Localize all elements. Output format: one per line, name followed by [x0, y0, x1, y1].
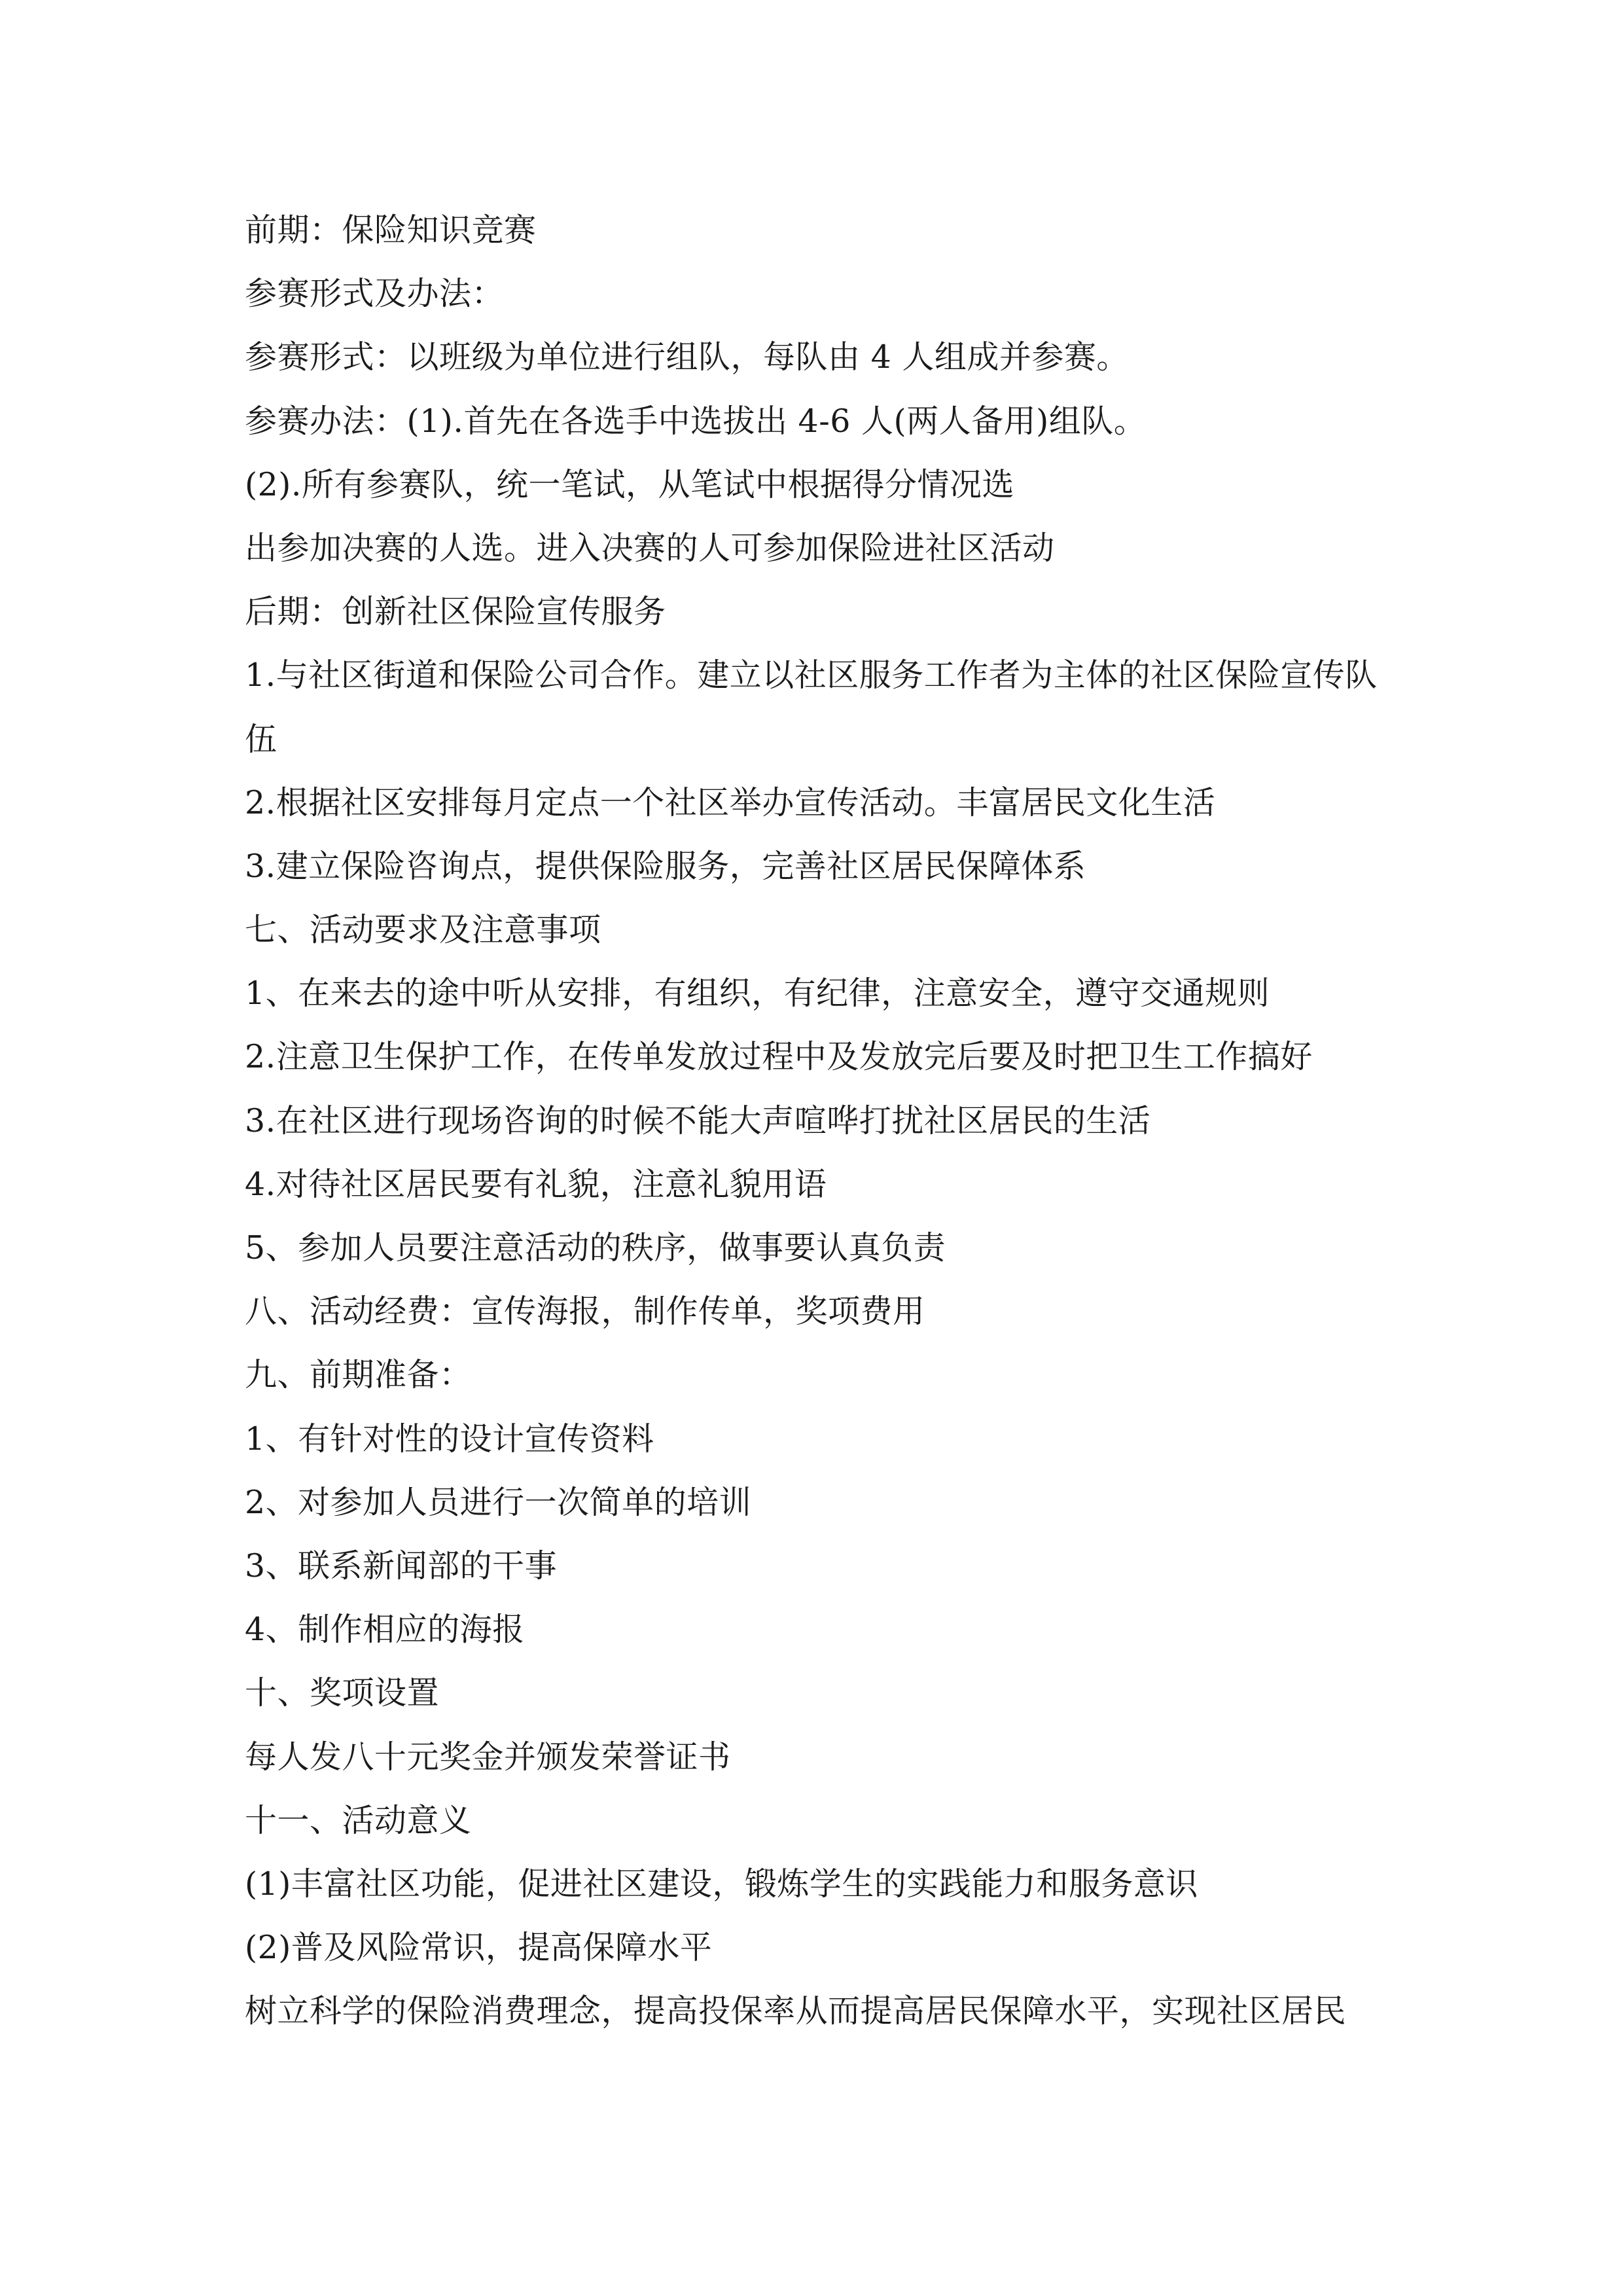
text-line: 3、联系新闻部的干事 — [245, 1547, 558, 1585]
text-line: 1、在来去的途中听从安排，有组织，有纪律，注意安全，遵守交通规则 — [245, 975, 1270, 1013]
text-line: 前期：保险知识竞赛 — [245, 211, 537, 249]
section-heading: 十、奖项设置 — [245, 1674, 440, 1712]
text-line: (1)丰富社区功能，促进社区建设，锻炼学生的实践能力和服务意识 — [245, 1865, 1198, 1903]
text-line: 每人发八十元奖金并颁发荣誉证书 — [245, 1738, 731, 1776]
text-line: 1、有针对性的设计宣传资料 — [245, 1420, 654, 1458]
document-body — [245, 198, 1397, 2043]
text-line: 后期：创新社区保险宣传服务 — [245, 593, 666, 631]
text-line: 树立科学的保险消费理念，提高投保率从而提高居民保障水平，实现社区居民 — [245, 1992, 1347, 2030]
text-line: 参赛办法：(1).首先在各选手中选拔出 4-6 人(两人备用)组队。 — [245, 402, 1147, 440]
section-heading: 八、活动经费：宣传海报，制作传单，奖项费用 — [245, 1293, 925, 1331]
text-line: 4、制作相应的海报 — [245, 1611, 525, 1649]
section-heading: 十一、活动意义 — [245, 1801, 472, 1839]
text-line: 3.建立保险咨询点，提供保险服务，完善社区居民保障体系 — [245, 847, 1086, 885]
text-line: 参赛形式：以班级为单位进行组队，每队由 4 人组成并参赛。 — [245, 338, 1129, 376]
text-line: 伍 — [245, 720, 277, 758]
text-line: 5、参加人员要注意活动的秩序，做事要认真负责 — [245, 1229, 946, 1266]
section-heading: 七、活动要求及注意事项 — [245, 911, 601, 949]
section-heading: 九、前期准备： — [245, 1356, 472, 1394]
text-line: (2).所有参赛队，统一笔试，从笔试中根据得分情况选 — [245, 465, 1014, 503]
text-line: 出参加决赛的人选。进入决赛的人可参加保险进社区活动 — [245, 529, 1055, 567]
text-line: 1.与社区街道和保险公司合作。建立以社区服务工作者为主体的社区保险宣传队 — [245, 656, 1378, 694]
text-line: 参赛形式及办法： — [245, 275, 505, 313]
text-line: 4.对待社区居民要有礼貌，注意礼貌用语 — [245, 1165, 827, 1203]
text-line: 2.根据社区安排每月定点一个社区举办宣传活动。丰富居民文化生活 — [245, 783, 1216, 821]
text-line: 2.注意卫生保护工作，在传单发放过程中及发放完后要及时把卫生工作搞好 — [245, 1038, 1313, 1076]
text-line: 3.在社区进行现场咨询的时候不能大声喧哗打扰社区居民的生活 — [245, 1102, 1151, 1139]
text-line: (2)普及风险常识，提高保障水平 — [245, 1929, 713, 1967]
text-line: 2、对参加人员进行一次简单的培训 — [245, 1483, 752, 1521]
